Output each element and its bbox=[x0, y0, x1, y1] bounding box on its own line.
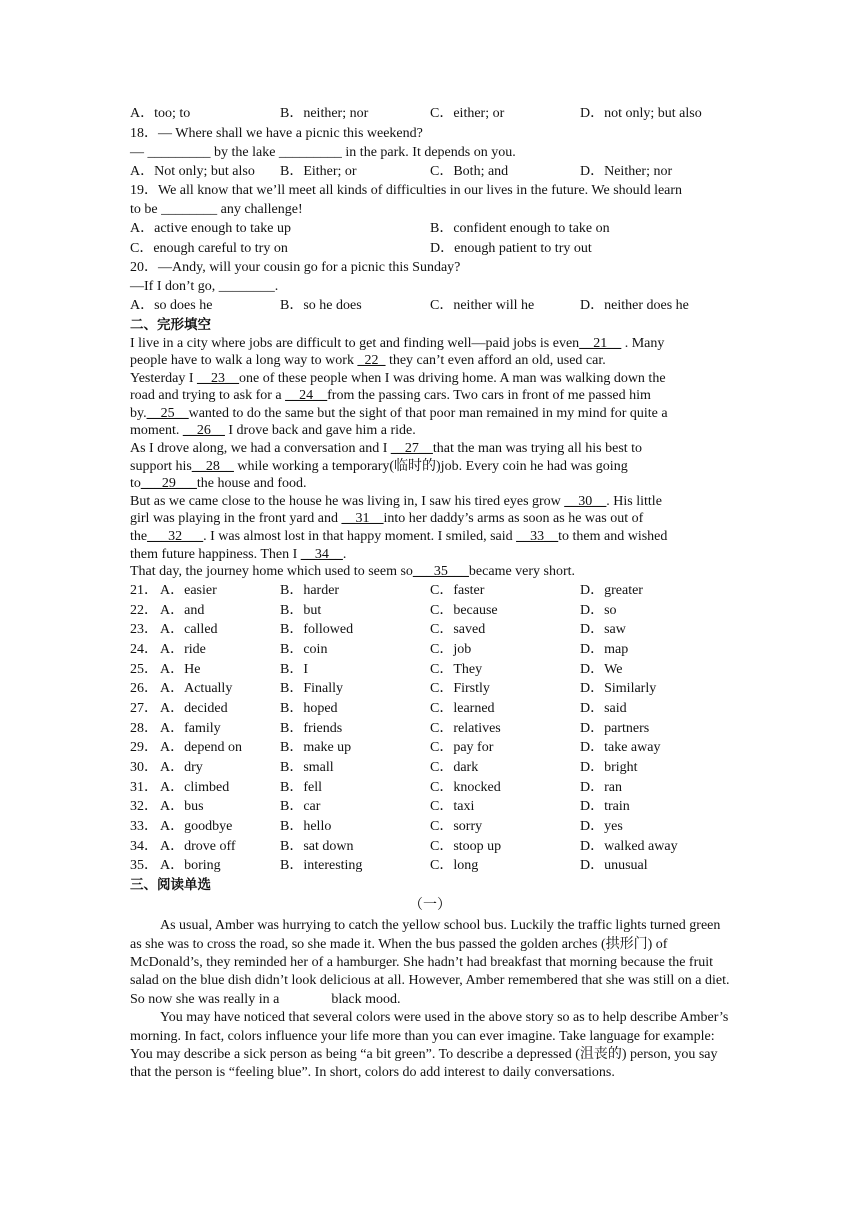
section-title-cloze: 二、完形填空 bbox=[130, 316, 211, 333]
passage-text: to them and wished bbox=[558, 529, 668, 545]
cloze-option-a[interactable]: A．He bbox=[160, 661, 201, 677]
passage-text: girl was playing in the front yard and bbox=[130, 511, 342, 527]
question-number: 24． bbox=[130, 641, 158, 657]
cloze-option-c[interactable]: C．Firstly bbox=[430, 681, 490, 697]
cloze-option-b[interactable]: B．car bbox=[280, 799, 321, 815]
question-number: 29． bbox=[130, 740, 158, 756]
cloze-option-d[interactable]: D．map bbox=[580, 641, 629, 657]
cloze-option-b[interactable]: B．hoped bbox=[280, 700, 338, 716]
passage-text: . His little bbox=[606, 493, 662, 509]
cloze-option-d[interactable]: D．partners bbox=[580, 720, 650, 736]
cloze-option-d[interactable]: D．greater bbox=[580, 582, 643, 598]
cloze-option-b[interactable]: B．sat down bbox=[280, 838, 354, 854]
passage-text: the house and food. bbox=[196, 476, 307, 492]
cloze-option-b[interactable]: B．harder bbox=[280, 582, 340, 598]
question-number: 34． bbox=[130, 838, 158, 854]
passage-text: into her daddy’s arms as soon as he was out of bbox=[383, 511, 644, 527]
passage-line bbox=[130, 475, 730, 493]
cloze-option-b[interactable]: B．I bbox=[280, 661, 308, 677]
reading-paragraph-2: You may have noticed that several colors were used in the above story so as to help describe Amber’s morning. In fact, colors influence your life more than you can ever imagine. Take language for example: You may describe a sick person as being “a bit green”. To describe a depressed (沮丧的) person, you say that the person is “feeling blue”. In short, colors do add interest to daily conversations. bbox=[130, 1010, 729, 1081]
passage-text: road and trying to ask for a bbox=[130, 388, 286, 404]
q19-options-row1 bbox=[130, 219, 730, 239]
passage-text: I live in a city where jobs are difficult to get and finding well—paid jobs is even bbox=[130, 335, 580, 351]
passage-text: As I drove along, we had a conversation and I bbox=[130, 441, 391, 457]
passage-text: one of these people when I was driving home. A man was walking down the bbox=[239, 370, 666, 386]
blank-21: __21__ bbox=[579, 335, 622, 351]
document-page bbox=[130, 104, 730, 1083]
cloze-option-a[interactable]: A．family bbox=[160, 720, 221, 736]
q18-option-d[interactable]: D．Neither; nor bbox=[580, 163, 673, 179]
cloze-option-row bbox=[130, 620, 730, 640]
cloze-option-c[interactable]: C．job bbox=[430, 641, 472, 657]
passage-text: I drove back and gave him a ride. bbox=[224, 423, 416, 439]
cloze-option-a[interactable]: A．boring bbox=[160, 858, 221, 874]
cloze-option-row bbox=[130, 778, 730, 798]
cloze-option-c[interactable]: C．They bbox=[430, 661, 483, 677]
cloze-option-d[interactable]: D．so bbox=[580, 602, 617, 618]
question-number: 26． bbox=[130, 681, 158, 697]
question-number: 32． bbox=[130, 799, 158, 815]
passage-text: the bbox=[130, 529, 148, 545]
cloze-option-a[interactable]: A．bus bbox=[160, 799, 204, 815]
q17-option-d[interactable]: D．not only; but also bbox=[580, 106, 702, 121]
cloze-option-c[interactable]: C．sorry bbox=[430, 819, 483, 835]
cloze-option-c[interactable]: C．because bbox=[430, 602, 498, 618]
cloze-option-c[interactable]: C．stoop up bbox=[430, 838, 502, 854]
passage-line bbox=[130, 440, 730, 458]
cloze-option-row bbox=[130, 817, 730, 837]
question-number: 30． bbox=[130, 760, 158, 775]
passage-line bbox=[130, 422, 730, 440]
cloze-option-d[interactable]: D．yes bbox=[580, 819, 623, 835]
blank-32: ___32___ bbox=[147, 529, 204, 545]
q19-stem: 19．We all know that we’ll meet all kinds of difficulties in our lives in the future. We should learn bbox=[130, 183, 683, 198]
q20-stem: 20．—Andy, will your cousin go for a picnic this Sunday? bbox=[130, 260, 461, 275]
cloze-option-row bbox=[130, 738, 730, 758]
cloze-option-a[interactable]: A．ride bbox=[160, 641, 206, 657]
cloze-option-row bbox=[130, 837, 730, 857]
cloze-option-a[interactable]: A．called bbox=[160, 622, 218, 638]
passage-line bbox=[130, 458, 730, 476]
blank-28: __28__ bbox=[191, 458, 234, 474]
question-number: 23． bbox=[130, 622, 158, 638]
q19-option-b[interactable]: B．confident enough to take on bbox=[430, 221, 610, 236]
question-number: 28． bbox=[130, 720, 158, 736]
q19-option-a[interactable]: A．active enough to take up bbox=[130, 221, 291, 236]
passage-text: them future happiness. Then I bbox=[130, 546, 301, 562]
cloze-option-a[interactable]: A．Actually bbox=[160, 681, 233, 697]
q19-stem-cont: to be ________ any challenge! bbox=[130, 202, 303, 217]
cloze-option-b[interactable]: B．friends bbox=[280, 720, 343, 736]
q18-line2: — _________ by the lake _________ in the park. It depends on you. bbox=[130, 144, 516, 160]
cloze-option-row bbox=[130, 856, 730, 876]
passage-text: . bbox=[342, 546, 347, 562]
q20-option-b[interactable]: B．so he does bbox=[280, 298, 362, 313]
passage-text: to bbox=[130, 476, 141, 492]
cloze-option-row bbox=[130, 640, 730, 660]
reading-text: black mood. bbox=[331, 991, 401, 1007]
cloze-option-a[interactable]: A．easier bbox=[160, 582, 217, 598]
cloze-option-c[interactable]: C．knocked bbox=[430, 779, 501, 795]
passage-line bbox=[130, 335, 730, 353]
cloze-option-a[interactable]: A．dry bbox=[160, 760, 203, 775]
passage-text: people have to walk a long way to work bbox=[130, 353, 358, 369]
cloze-option-row bbox=[130, 581, 730, 601]
cloze-option-b[interactable]: B．followed bbox=[280, 622, 354, 638]
passage-text: That day, the journey home which used to seem so bbox=[130, 564, 413, 580]
cloze-option-b[interactable]: B．coin bbox=[280, 641, 328, 657]
passage-text: became very short. bbox=[468, 564, 576, 580]
cloze-option-d[interactable]: D．walked away bbox=[580, 838, 678, 854]
passage-line bbox=[130, 493, 730, 511]
q19-option-c[interactable]: C．enough careful to try on bbox=[130, 240, 288, 256]
q17-option-b[interactable]: B．neither; nor bbox=[280, 106, 369, 121]
q18-option-b[interactable]: B．Either; or bbox=[280, 163, 357, 179]
blank-30: __30__ bbox=[564, 493, 607, 509]
cloze-option-d[interactable]: D．Similarly bbox=[580, 681, 657, 697]
cloze-option-a[interactable]: A．drove off bbox=[160, 838, 236, 854]
passage-text: while working a temporary(临时的)job. Every coin he had was going bbox=[233, 458, 628, 474]
passage-text: from the passing cars. Two cars in front of me passed him bbox=[327, 388, 651, 404]
cloze-option-c[interactable]: C．pay for bbox=[430, 740, 494, 756]
q19-option-d[interactable]: D．enough patient to try out bbox=[430, 240, 592, 256]
question-number: 25． bbox=[130, 661, 158, 677]
cloze-option-a[interactable]: A．goodbye bbox=[160, 819, 233, 835]
question-number: 33． bbox=[130, 819, 158, 835]
cloze-option-d[interactable]: D．said bbox=[580, 700, 627, 716]
cloze-option-c[interactable]: C．faster bbox=[430, 582, 485, 598]
cloze-option-b[interactable]: B．fell bbox=[280, 779, 322, 795]
passage-line bbox=[130, 370, 730, 388]
passage-text: But as we came close to the house he was living in, I saw his tired eyes grow bbox=[130, 493, 565, 509]
blank-27: __27__ bbox=[390, 441, 433, 457]
passage-line bbox=[130, 546, 730, 564]
question-number: 27． bbox=[130, 700, 158, 716]
cloze-option-b[interactable]: B．hello bbox=[280, 819, 332, 835]
q17-options bbox=[130, 104, 730, 124]
cloze-option-c[interactable]: C．saved bbox=[430, 622, 486, 638]
q20-option-c[interactable]: C．neither will he bbox=[430, 298, 535, 313]
q19-options-row2 bbox=[130, 239, 730, 259]
q20-options bbox=[130, 296, 730, 316]
cloze-option-a[interactable]: A．climbed bbox=[160, 779, 230, 795]
cloze-option-b[interactable]: B．make up bbox=[280, 740, 352, 756]
passage-text: moment. bbox=[130, 423, 183, 439]
cloze-option-a[interactable]: A．and bbox=[160, 602, 205, 618]
q18-stem: 18．— Where shall we have a picnic this weekend? bbox=[130, 125, 423, 141]
passage-text: . Many bbox=[621, 335, 665, 351]
section-title-reading: 三、阅读单选 bbox=[130, 877, 211, 894]
q18-option-a[interactable]: A．Not only; but also bbox=[130, 163, 255, 179]
blank-33: __33__ bbox=[516, 529, 559, 545]
question-number: 35． bbox=[130, 858, 158, 874]
question-number: 31． bbox=[130, 779, 158, 795]
passage-line bbox=[130, 510, 730, 528]
passage-line bbox=[130, 387, 730, 405]
passage-text: . I was almost lost in that happy moment. I smiled, said bbox=[203, 529, 517, 545]
blank-26: __26__ bbox=[182, 423, 225, 439]
passage-text: that the man was trying all his best to bbox=[432, 441, 643, 457]
q20-line2: —If I don’t go, ________. bbox=[130, 279, 279, 294]
question-number: 21． bbox=[130, 582, 158, 598]
passage-text: they can’t even afford an old, used car. bbox=[385, 353, 606, 369]
reading-paragraph-1 bbox=[130, 917, 730, 1009]
blank-22: _22_ bbox=[357, 353, 386, 369]
passage-text: wanted to do the same but the sight of that poor man remained in my mind for quite a bbox=[188, 405, 668, 421]
blank-25: __25__ bbox=[146, 405, 189, 421]
reading-text: As usual, Amber was hurrying to catch the yellow school bus. Luckily the traffic lights turned green as she was to cross the road, so she made it. When the bus passed the golden arches (拱形门) of McDonald’s, they reminded her of a hamburger. She hadn’t had breakfast that morning because the fruit salad on the blue dish didn’t look delicious at all. However, Amber remembered that she was still on a diet. So now she was really in a bbox=[130, 918, 730, 1007]
cloze-option-row bbox=[130, 797, 730, 817]
passage-line bbox=[130, 528, 730, 546]
passage-text: support his bbox=[130, 458, 192, 474]
cloze-option-row bbox=[130, 719, 730, 739]
cloze-option-d[interactable]: D．saw bbox=[580, 622, 626, 638]
passage-line bbox=[130, 563, 730, 581]
cloze-option-c[interactable]: C．taxi bbox=[430, 799, 475, 815]
q17-option-a[interactable]: A．too; to bbox=[130, 106, 191, 121]
q18-options bbox=[130, 162, 730, 182]
blank-23: __23__ bbox=[197, 370, 240, 386]
q20-option-a[interactable]: A．so does he bbox=[130, 298, 213, 313]
cloze-option-b[interactable]: B．small bbox=[280, 760, 334, 775]
blank-29: ___29___ bbox=[140, 476, 197, 492]
q20-option-d[interactable]: D．neither does he bbox=[580, 298, 689, 313]
blank-31: __31__ bbox=[341, 511, 384, 527]
cloze-option-b[interactable]: B．Finally bbox=[280, 681, 344, 697]
blank-34: __34__ bbox=[300, 546, 343, 562]
cloze-option-c[interactable]: C．relatives bbox=[430, 720, 501, 736]
blank-24: __24__ bbox=[285, 388, 328, 404]
cloze-option-b[interactable]: B．but bbox=[280, 602, 322, 618]
cloze-option-d[interactable]: D．unusual bbox=[580, 858, 648, 874]
cloze-option-b[interactable]: B．interesting bbox=[280, 858, 363, 874]
passage-text: Yesterday I bbox=[130, 370, 198, 386]
q18-option-c[interactable]: C．Both; and bbox=[430, 163, 509, 179]
reading-part-label: （一） bbox=[409, 898, 451, 914]
cloze-option-row bbox=[130, 699, 730, 719]
cloze-option-d[interactable]: D．bright bbox=[580, 760, 638, 775]
blank-35: ___35___ bbox=[412, 564, 469, 580]
cloze-option-a[interactable]: A．depend on bbox=[160, 740, 243, 756]
cloze-option-c[interactable]: C．long bbox=[430, 858, 479, 874]
cloze-option-row bbox=[130, 660, 730, 680]
cloze-option-row bbox=[130, 758, 730, 778]
cloze-option-c[interactable]: C．learned bbox=[430, 700, 495, 716]
cloze-option-d[interactable]: D．We bbox=[580, 661, 623, 677]
question-number: 22． bbox=[130, 602, 158, 618]
cloze-passage bbox=[130, 335, 730, 581]
cloze-option-row bbox=[130, 679, 730, 699]
q17-option-c[interactable]: C．either; or bbox=[430, 106, 505, 121]
passage-line bbox=[130, 405, 730, 423]
cloze-option-d[interactable]: D．train bbox=[580, 799, 630, 815]
cloze-option-row bbox=[130, 601, 730, 621]
cloze-option-a[interactable]: A．decided bbox=[160, 700, 228, 716]
passage-line bbox=[130, 352, 730, 370]
cloze-option-c[interactable]: C．dark bbox=[430, 760, 479, 775]
cloze-option-d[interactable]: D．ran bbox=[580, 779, 622, 795]
cloze-option-d[interactable]: D．take away bbox=[580, 740, 661, 756]
cloze-options-list bbox=[130, 581, 730, 876]
passage-text: by. bbox=[130, 405, 147, 421]
